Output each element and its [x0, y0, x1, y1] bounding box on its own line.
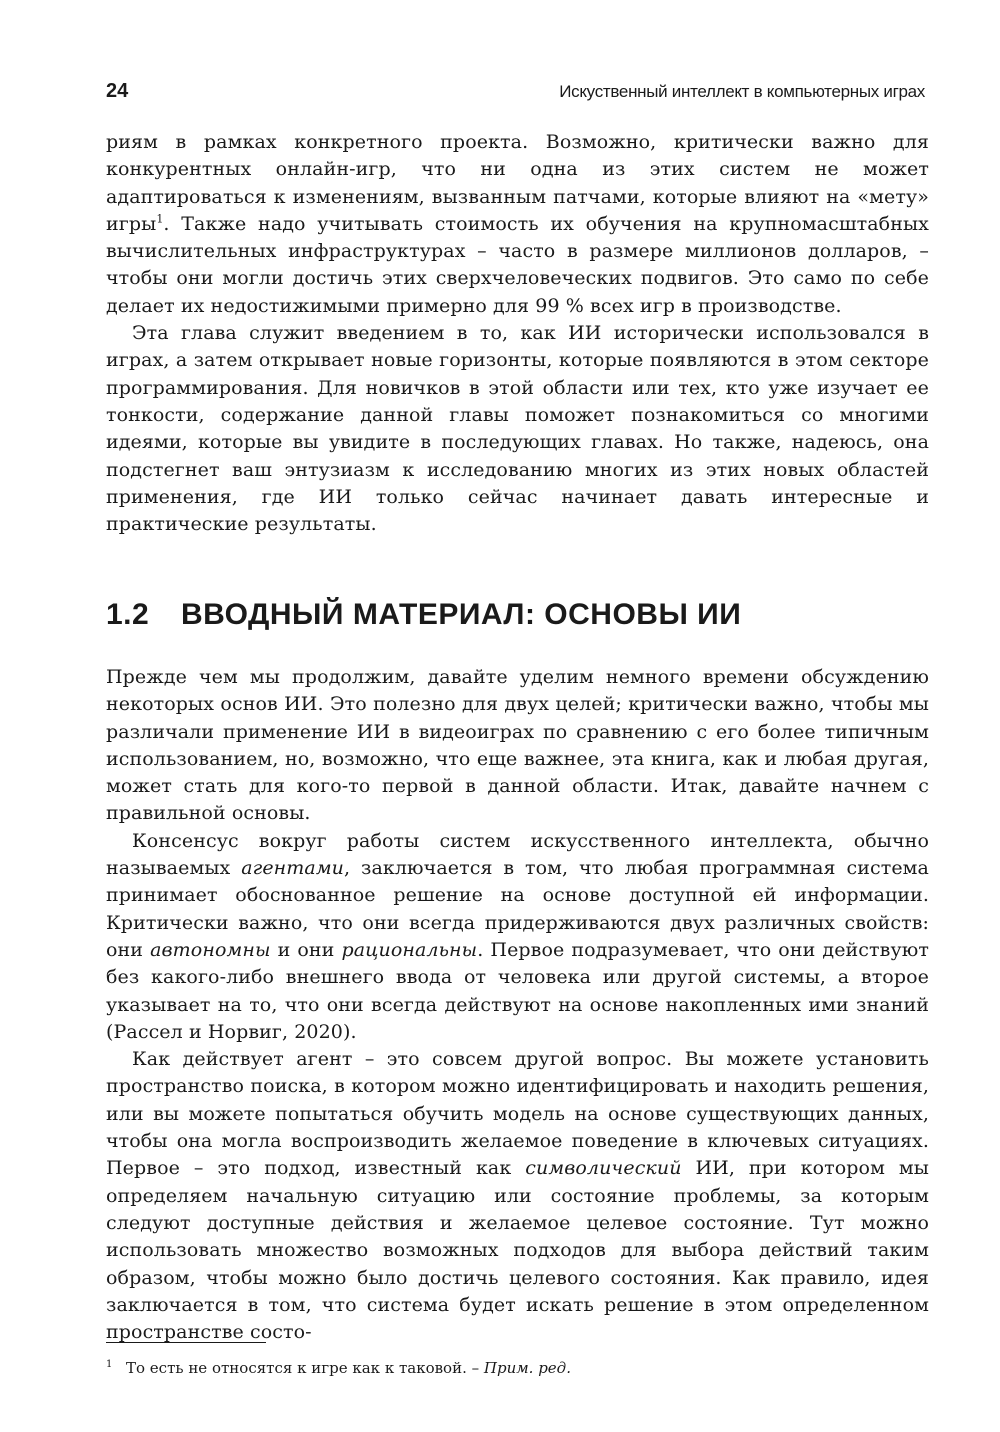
footnote [106, 1355, 929, 1378]
section-title: ВВОДНЫЙ МАТЕРИАЛ: ОСНОВЫ ИИ [181, 598, 742, 631]
intro-text-block [106, 129, 929, 538]
paragraph [106, 129, 929, 320]
section-text-block [106, 664, 929, 1346]
emphasis: автономны [150, 938, 271, 961]
footnote-mark: 1 [106, 1359, 113, 1370]
footnote-text: То есть не относятся к игре как к таковой. – [126, 1359, 484, 1377]
paragraph-text: ИИ, при котором мы определяем начальную ситуацию или состояние проблемы, за которым следуют доступные действия и желаемое целевое состояние. Тут можно использовать множество возможных подходов для выбора действий таким образом, чтобы можно было достичь целевого состояния. Как правило, идея заключается в том, что система будет искать решение в этом определенном пространстве состо- [106, 1157, 929, 1344]
footnote-editor-note: Прим. ред. [483, 1359, 571, 1377]
running-header [106, 80, 925, 103]
footnote-divider [106, 1342, 266, 1343]
page-number: 24 [106, 80, 129, 102]
paragraph [106, 1046, 929, 1346]
paragraph: Эта глава служит введением в то, как ИИ исторически использовался в играх, а затем открывает новые горизонты, которые появляются в этом секторе программирования. Для новичков в этой области или тех, кто уже изучает ее тонкости, содержание данной главы поможет познакомиться со многими идеями, которые вы увидите в последующих главах. Но также, надеюсь, она подстегнет ваш энтузиазм к исследованию многих из этих новых областей применения, где ИИ только сейчас начинает давать интересные и практические результаты. [106, 322, 929, 536]
paragraph [106, 828, 929, 1046]
section-heading [106, 598, 741, 632]
emphasis: символический [525, 1157, 682, 1180]
paragraph-text: , заключается в том, что любая программная система принимает обоснованное решение на основе доступной ей информации. Критически важно, что они всегда придерживаются двух различных свойств: они [106, 857, 929, 961]
paragraph-text: . Также надо учитывать стоимость их обучения на крупномасштабных вычислительных инфраструктурах – часто в размере миллионов долларов, – чтобы они могли достичь этих сверхчеловеческих подвигов. Это само по себе делает их недостижимыми примерно для 99 % всех игр в производстве. [106, 212, 929, 317]
footnote-reference[interactable]: 1 [156, 212, 164, 226]
paragraph-text: риям в рамках конкретного проекта. Возможно, критически важно для конкурентных онлайн-игр, что ни одна из этих систем не может адаптироваться к изменениям, вызванным патчами, которые влияют на «мету» игры [106, 131, 929, 235]
section-number: 1.2 [106, 598, 150, 631]
paragraph-text: и они [270, 938, 342, 961]
running-title: Искуственный интеллект в компьютерных играх [559, 82, 925, 101]
paragraph-text: Консенсус вокруг работы систем искусственного интеллекта, обычно называемых [106, 829, 929, 880]
paragraph-text: . Первое подразумевает, что они действуют без какого-либо внешнего ввода от человека или другой системы, а второе указывает на то, что они всегда действуют на основе накопленных ими знаний (Рассел и Норвиг, 2020). [106, 938, 929, 1043]
emphasis: агентами [241, 857, 345, 880]
paragraph: Прежде чем мы продолжим, давайте уделим немного времени обсуждению некоторых основ ИИ. Это полезно для двух целей; критически важно, чтобы мы различали применение ИИ в видеоиграх по сравнению с его более типичным использованием, но, возможно, что еще важнее, эта книга, как и любая другая, может стать для кого-то первой в данной области. Итак, давайте начнем с правильной основы. [106, 666, 929, 825]
paragraph-text: Как действует агент – это совсем другой вопрос. Вы можете установить пространство поиска, в котором можно идентифицировать и находить решения, или вы можете попытаться обучить модель на основе существующих данных, чтобы она могла воспроизводить желаемое поведение в ключевых ситуациях. Первое – это подход, известный как [106, 1048, 929, 1180]
emphasis: рациональны [341, 938, 478, 961]
